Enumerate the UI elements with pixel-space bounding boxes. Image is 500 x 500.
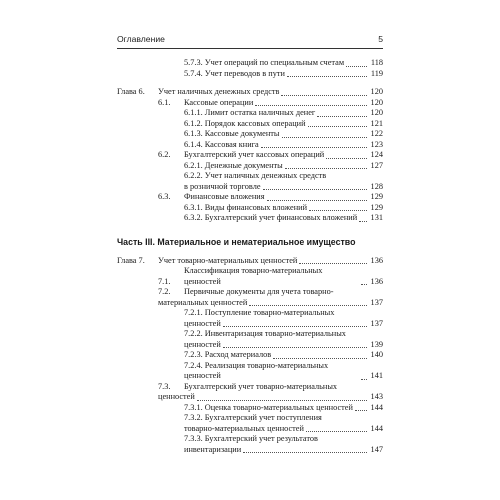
toc-section-6-1[interactable]: 6.1. Кассовые операции 120	[158, 97, 383, 107]
toc-section-7-1[interactable]: 7.1. Классификация товарно-материальных ценностей 136	[158, 266, 383, 286]
toc-section-7-2[interactable]: 7.2. Первичные документы для учета товарно- материальных ценностей 137	[158, 287, 383, 307]
table-of-contents	[117, 58, 383, 455]
toc-entry-6-1-3[interactable]: 6.1.3. Кассовые документы 122	[184, 129, 383, 138]
toc-entry-6-3-1[interactable]: 6.3.1. Виды финансовых вложений 129	[184, 202, 383, 212]
toc-entry-7-2-1[interactable]: 7.2.1. Поступление товарно-материальных ценностей 137	[184, 308, 383, 328]
toc-entry-6-2-2[interactable]: 6.2.2. Учет наличных денежных средств в розничной торговле 128	[184, 171, 383, 191]
toc-section-7-3[interactable]: 7.3. Бухгалтерский учет товарно-материальных ценностей 143	[158, 381, 383, 401]
toc-entry-6-3-2[interactable]: 6.3.2. Бухгалтерский учет финансовых вложений 131	[184, 213, 383, 222]
toc-section-6-2[interactable]: 6.2. Бухгалтерский учет кассовых операций 124	[158, 150, 383, 159]
header-title: Оглавление	[117, 34, 165, 44]
header-rule	[117, 48, 383, 49]
toc-entry-6-1-4[interactable]: 6.1.4. Кассовая книга 123	[184, 139, 383, 149]
toc-chapter-7[interactable]: Глава 7. Учет товарно-материальных ценностей 136	[117, 255, 383, 265]
toc-entry-5-7-3[interactable]: 5.7.3. Учет операций по специальным счетам 118	[184, 58, 383, 67]
toc-entry-6-1-1[interactable]: 6.1.1. Лимит остатка наличных денег 120	[184, 108, 383, 117]
toc-part-3-title[interactable]: Часть III. Материальное и нематериальное имущество	[117, 236, 356, 247]
toc-entry-7-2-4[interactable]: 7.2.4. Реализация товарно-материальных ценностей 141	[184, 360, 383, 380]
toc-entry-5-7-4[interactable]: 5.7.4. Учет переводов в пути 119	[184, 68, 383, 78]
toc-entry-7-3-2[interactable]: 7.3.2. Бухгалтерский учет поступления товарно-материальных ценностей 144	[184, 413, 383, 433]
toc-chapter-6[interactable]: Глава 6. Учет наличных денежных средств 120	[117, 87, 383, 96]
toc-entry-6-2-1[interactable]: 6.2.1. Денежные документы 127	[184, 160, 383, 170]
toc-entry-7-3-1[interactable]: 7.3.1. Оценка товарно-материальных ценностей 144	[184, 402, 383, 412]
header-page-number: 5	[378, 34, 383, 44]
toc-entry-7-2-3[interactable]: 7.2.3. Расход материалов 140	[184, 350, 383, 359]
toc-entry-7-2-2[interactable]: 7.2.2. Инвентаризация товарно-материальных ценностей 139	[184, 329, 383, 349]
toc-entry-7-3-3[interactable]: 7.3.3. Бухгалтерский учет результатов инвентаризации 147	[184, 434, 383, 454]
toc-section-6-3[interactable]: 6.3. Финансовые вложения 129	[158, 192, 383, 201]
toc-entry-6-1-2[interactable]: 6.1.2. Порядок кассовых операций 121	[184, 118, 383, 128]
